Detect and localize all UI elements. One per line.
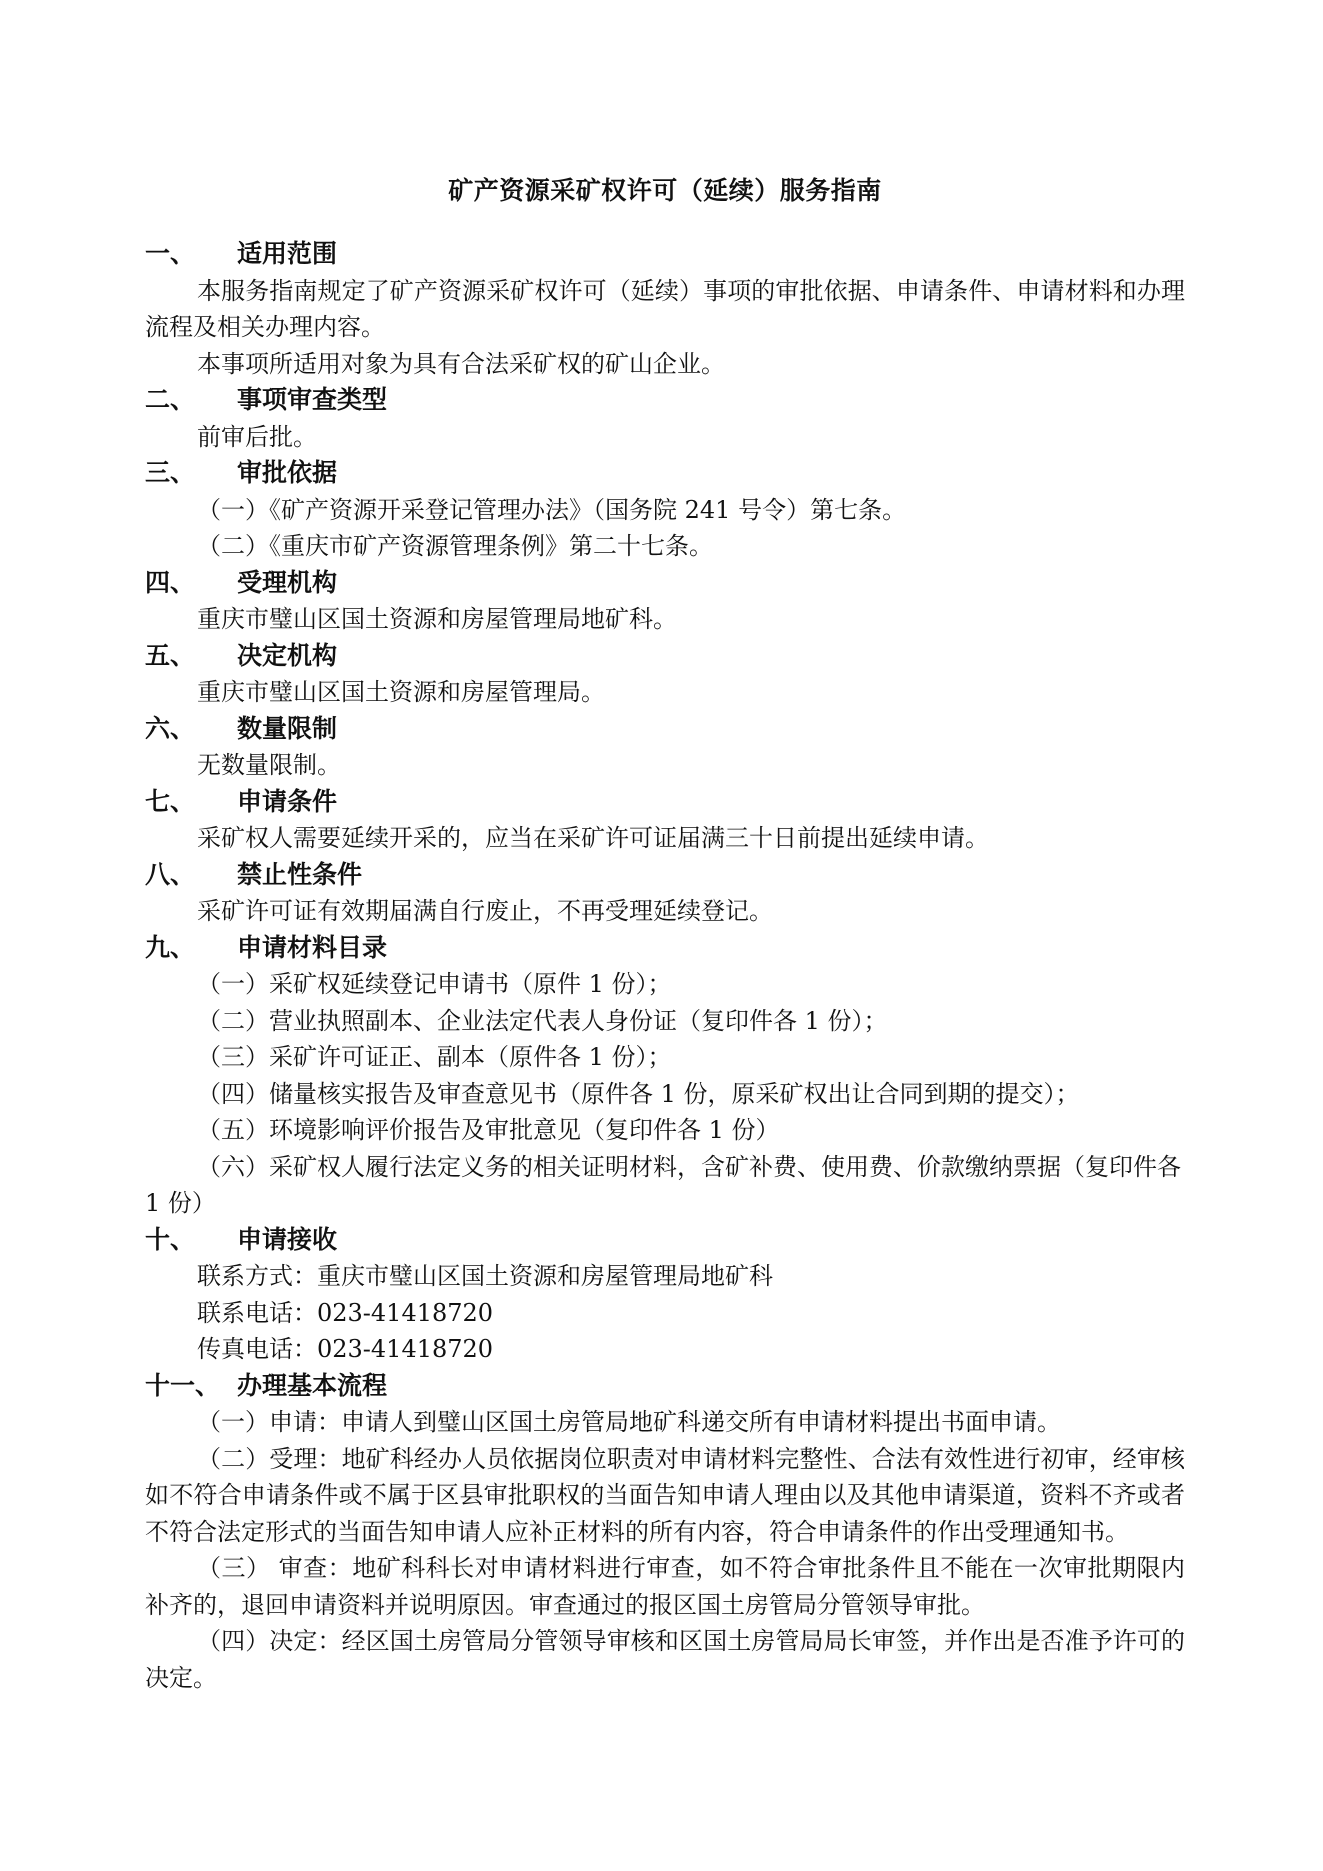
list-item: （二）《重庆市矿产资源管理条例》第二十七条。 xyxy=(197,532,713,560)
section-title: 事项审查类型 xyxy=(237,385,388,414)
section-number: 七、 xyxy=(145,786,196,816)
process-step: （三） 审查：地矿科科长对申请材料进行审查，如不符合审批条件且不能在一次审批期限内补齐的，退回申请资料并说明原因。审查通过的报区国土房管局分管领导审批。 xyxy=(145,1554,1185,1619)
section-number: 四、 xyxy=(145,567,196,597)
section-number: 五、 xyxy=(145,640,196,670)
list-item: （五）环境影响评价报告及审批意见（复印件各 1 份） xyxy=(197,1116,780,1144)
process-step: （二）受理：地矿科经办人员依据岗位职责对申请材料完整性、合法有效性进行初审，经审核如不符合申请条件或不属于区县审批职权的当面告知申请人理由以及其他申请渠道，资料不齐或者不符合法定形式的当面告知申请人应补正材料的所有内容，符合申请条件的作出受理通知书。 xyxy=(145,1444,1185,1546)
section-heading-3 xyxy=(145,455,1185,492)
contact-method: 联系方式：重庆市璧山区国土资源和房屋管理局地矿科 xyxy=(197,1262,773,1290)
list-item: （四）储量核实报告及审查意见书（原件各 1 份，原采矿权出让合同到期的提交）； xyxy=(197,1079,1080,1108)
section-heading-1 xyxy=(145,236,1185,273)
contact-phone: 联系电话：023-41418720 xyxy=(197,1298,494,1327)
paragraph: 采矿权人需要延续开采的，应当在采矿许可证届满三十日前提出延续申请。 xyxy=(197,824,989,852)
list-item: （二）营业执照副本、企业法定代表人身份证（复印件各 1 份）； xyxy=(197,1006,888,1035)
paragraph: 无数量限制。 xyxy=(197,751,341,779)
document-page xyxy=(145,168,1185,1696)
section-title: 适用范围 xyxy=(237,239,338,268)
section-title: 受理机构 xyxy=(237,567,338,597)
paragraph: 本事项所适用对象为具有合法采矿权的矿山企业。 xyxy=(197,349,725,378)
section-heading-8 xyxy=(145,857,1185,894)
section-heading-7 xyxy=(145,784,1185,821)
document-title: 矿产资源采矿权许可（延续）服务指南 xyxy=(448,176,882,205)
section-heading-11 xyxy=(145,1368,1185,1405)
list-item: （六）采矿权人履行法定义务的相关证明材料，含矿补费、使用费、价款缴纳票据（复印件各 1 份） xyxy=(145,1152,1181,1217)
section-number: 九、 xyxy=(145,932,196,962)
section-title: 禁止性条件 xyxy=(237,859,363,889)
section-title: 申请接收 xyxy=(237,1224,338,1254)
list-item: （三）采矿许可证正、副本（原件各 1 份）； xyxy=(197,1043,672,1071)
section-heading-5 xyxy=(145,638,1185,675)
section-number: 十、 xyxy=(145,1224,196,1254)
section-number: 二、 xyxy=(145,385,196,414)
paragraph: 前审后批。 xyxy=(197,422,317,451)
process-step: （四）决定：经区国土房管局分管领导审核和区国土房管局局长审签，并作出是否准予许可的决定。 xyxy=(145,1627,1185,1692)
section-title: 申请条件 xyxy=(237,786,338,816)
section-title: 办理基本流程 xyxy=(237,1370,388,1400)
paragraph: 重庆市璧山区国土资源和房屋管理局。 xyxy=(197,678,605,706)
section-number: 八、 xyxy=(145,859,196,889)
section-title: 审批依据 xyxy=(237,458,338,487)
list-item: （一）《矿产资源开采登记管理办法》（国务院 241 号令）第七条。 xyxy=(197,495,907,524)
section-number: 六、 xyxy=(145,713,196,743)
section-title: 决定机构 xyxy=(237,640,338,670)
paragraph: 本服务指南规定了矿产资源采矿权许可（延续）事项的审批依据、申请条件、申请材料和办理流程及相关办理内容。 xyxy=(145,276,1185,341)
section-heading-10 xyxy=(145,1222,1185,1259)
section-number: 三、 xyxy=(145,458,196,487)
section-number: 十一、 xyxy=(145,1370,221,1400)
section-title: 数量限制 xyxy=(237,713,338,743)
list-item: （一）采矿权延续登记申请书（原件 1 份）； xyxy=(197,970,672,998)
section-heading-6 xyxy=(145,711,1185,748)
section-heading-9 xyxy=(145,930,1185,967)
process-step: （一）申请：申请人到璧山区国土房管局地矿科递交所有申请材料提出书面申请。 xyxy=(197,1408,1061,1436)
paragraph: 重庆市璧山区国土资源和房屋管理局地矿科。 xyxy=(197,605,677,633)
section-title: 申请材料目录 xyxy=(237,932,388,962)
section-number: 一、 xyxy=(145,239,196,268)
section-heading-2 xyxy=(145,382,1185,419)
section-heading-4 xyxy=(145,565,1185,602)
contact-fax: 传真电话：023-41418720 xyxy=(197,1335,494,1363)
paragraph: 采矿许可证有效期届满自行废止，不再受理延续登记。 xyxy=(197,897,773,925)
